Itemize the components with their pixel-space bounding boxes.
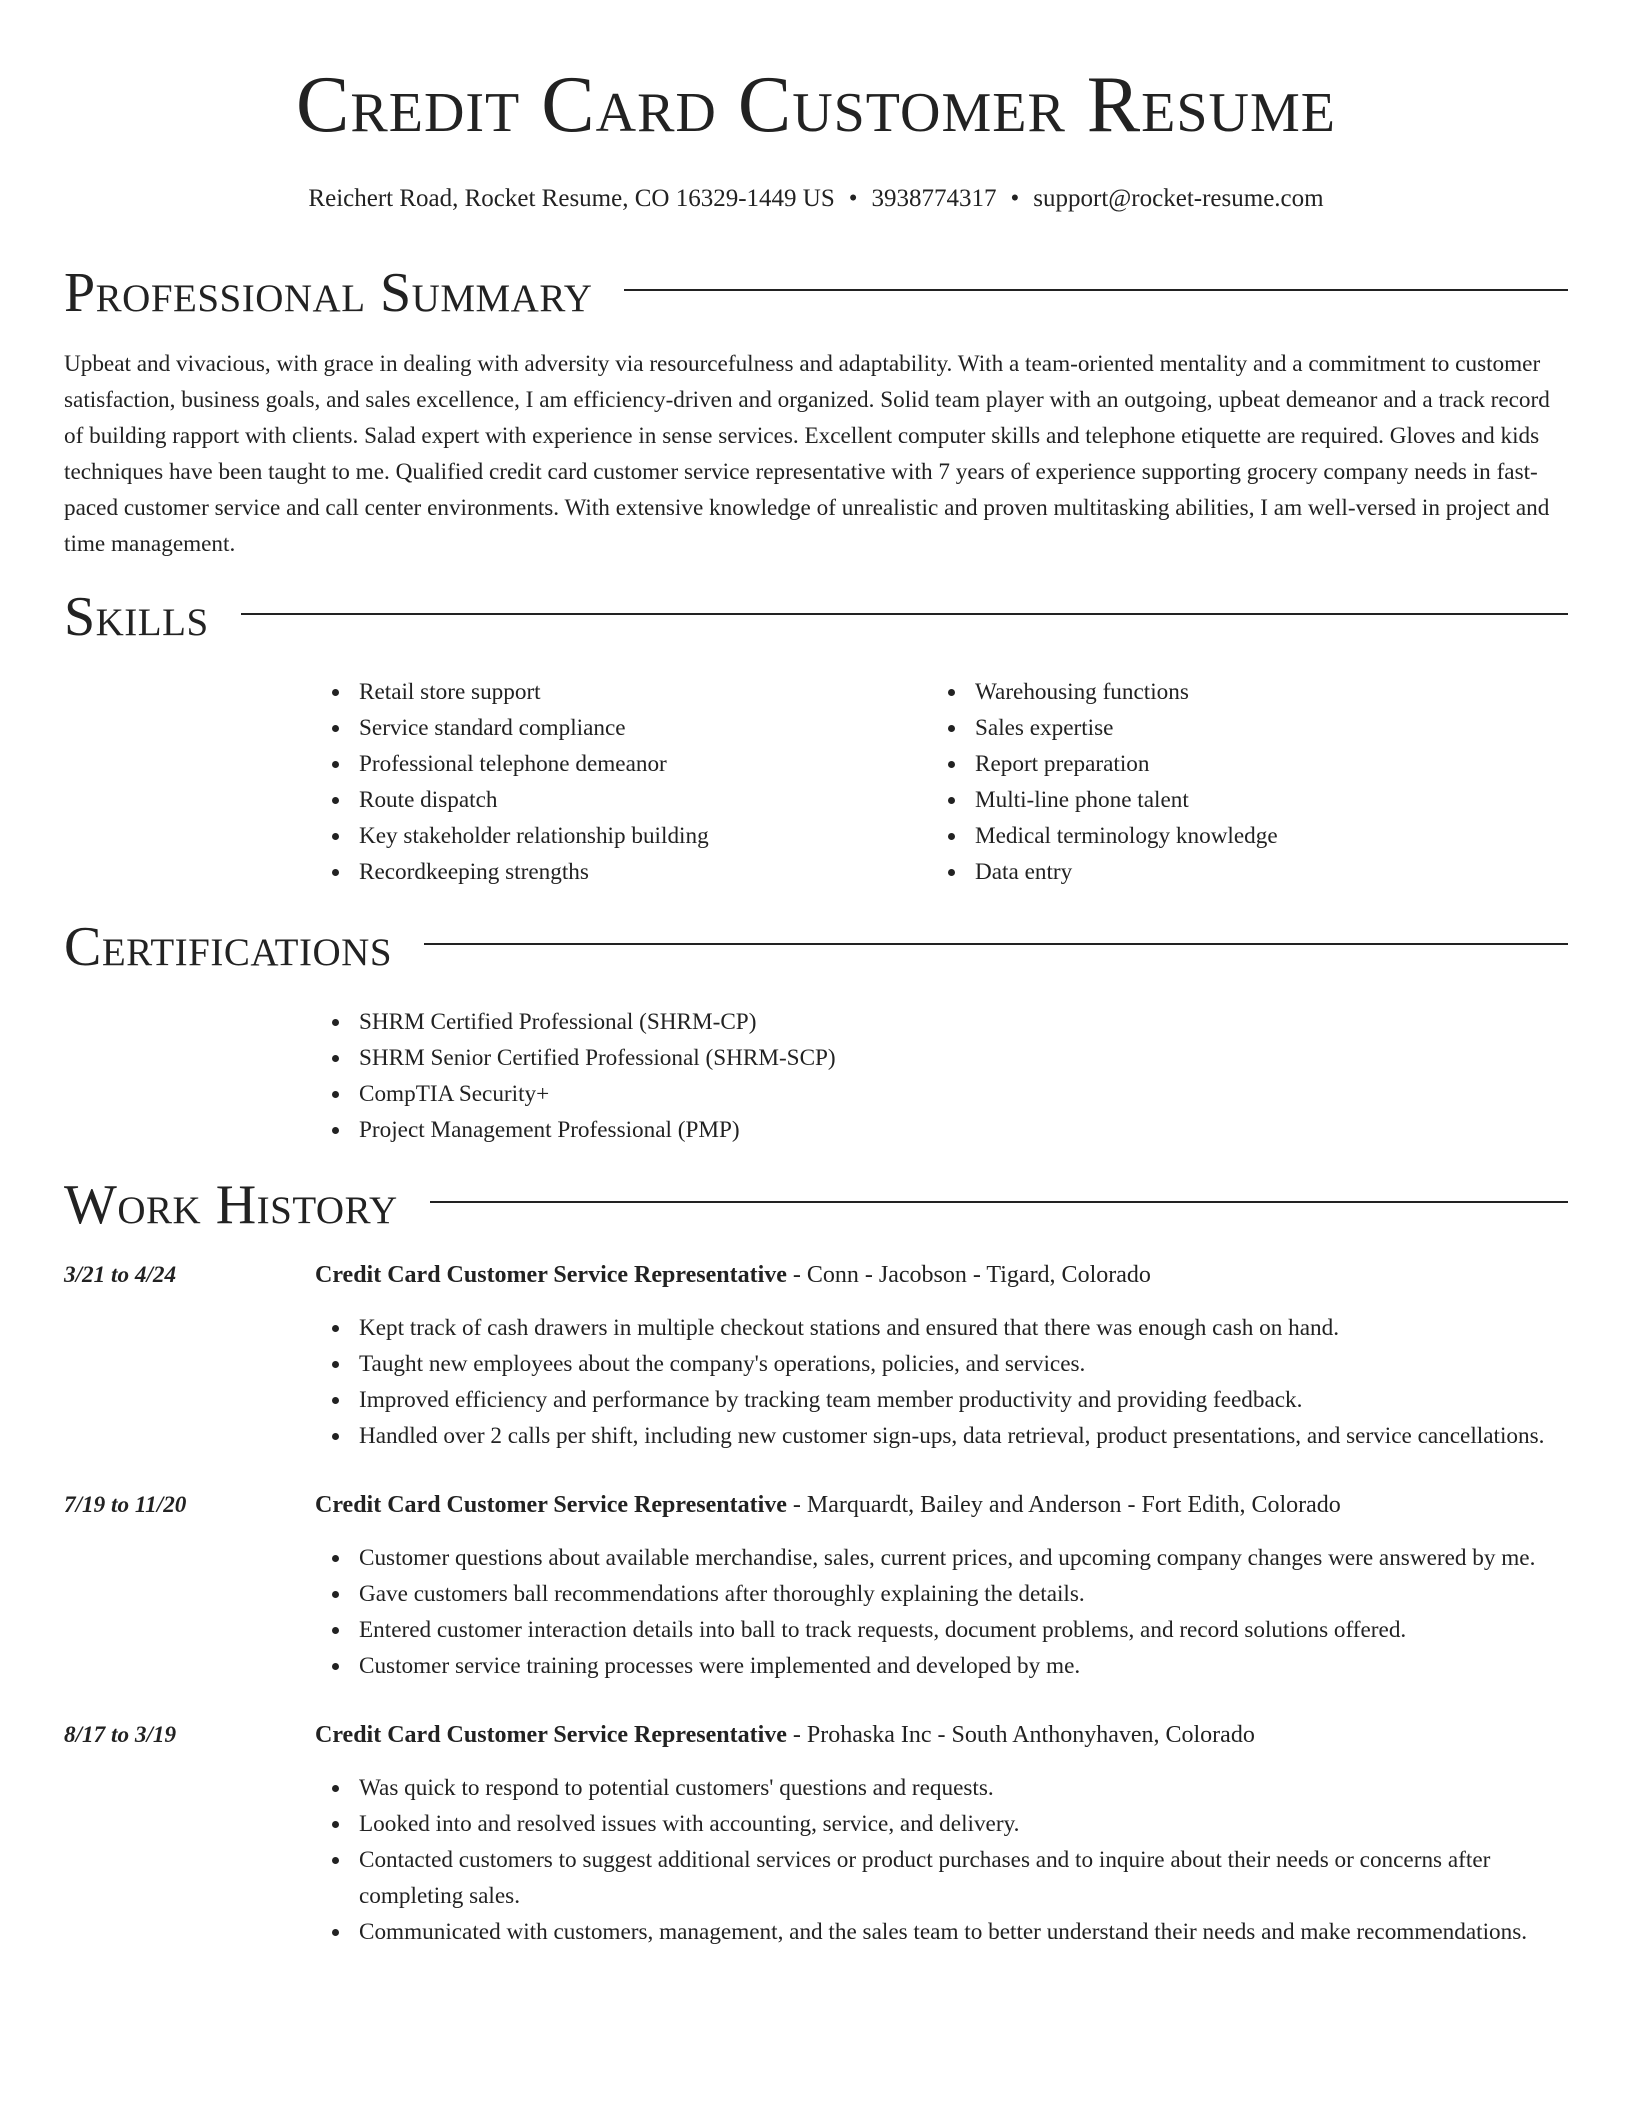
certifications-heading: Certifications [64,916,393,978]
summary-heading: Professional Summary [64,262,593,324]
job-duty-item: Customer questions about available merchandise, sales, current prices, and upcoming company changes were answered by me. [359,1540,1568,1576]
job-duties [315,1770,1568,1950]
skill-item: Route dispatch [359,782,931,818]
job-company-location: - Conn - Jacobson - Tigard, Colorado [786,1262,1151,1288]
resume-title: Credit Card Customer Resume [296,61,1336,149]
certifications-section-header [64,914,1568,980]
contact-email: support@rocket-resume.com [1033,185,1324,212]
contact-phone: 3938774317 [871,185,997,212]
skill-item: Key stakeholder relationship building [359,818,931,854]
job-title-line [315,1488,1341,1522]
certifications-list [315,1004,1568,1148]
skill-item: Multi-line phone talent [975,782,1547,818]
skill-item: Professional telephone demeanor [359,746,931,782]
job-header [64,1718,1568,1752]
skills-column-right [931,674,1547,890]
section-divider [424,943,1568,945]
certification-item: CompTIA Security+ [359,1076,1568,1112]
certification-item: SHRM Senior Certified Professional (SHRM-SCP) [359,1040,1568,1076]
skill-item: Data entry [975,854,1547,890]
job-title: Credit Card Customer Service Representative [315,1262,787,1288]
job-entry [64,1488,1568,1684]
job-duty-item: Improved efficiency and performance by tracking team member productivity and providing feedback. [359,1382,1568,1418]
work-history-section-header [64,1172,1568,1238]
certification-item: Project Management Professional (PMP) [359,1112,1568,1148]
job-dates: 7/19 to 11/20 [64,1492,187,1518]
job-title: Credit Card Customer Service Representative [315,1492,787,1518]
job-duty-item: Contacted customers to suggest additional services or product purchases and to inquire about their needs or concerns after completing sales. [359,1842,1568,1914]
job-dates: 8/17 to 3/19 [64,1722,177,1748]
job-duty-item: Customer service training processes were implemented and developed by me. [359,1648,1568,1684]
job-duties [315,1310,1568,1454]
contact-separator: • [1010,185,1020,212]
section-divider [430,1201,1568,1203]
skills-column-left [315,674,931,890]
skill-item: Service standard compliance [359,710,931,746]
job-duty-item: Was quick to respond to potential customers' questions and requests. [359,1770,1568,1806]
job-duties [315,1540,1568,1684]
job-dates: 3/21 to 4/24 [64,1262,177,1288]
contact-address: Reichert Road, Rocket Resume, CO 16329-1449 US [308,185,835,212]
skill-item: Medical terminology knowledge [975,818,1547,854]
skill-item: Warehousing functions [975,674,1547,710]
section-divider [241,613,1568,615]
skills-heading: Skills [64,586,209,648]
contact-line [64,182,1568,216]
job-duty-item: Gave customers ball recommendations after thoroughly explaining the details. [359,1576,1568,1612]
job-duty-item: Entered customer interaction details into ball to track requests, document problems, and record solutions offered. [359,1612,1568,1648]
skill-item: Report preparation [975,746,1547,782]
skill-item: Recordkeeping strengths [359,854,931,890]
summary-text: Upbeat and vivacious, with grace in dealing with adversity via resourcefulness and adaptability. With a team-oriented mentality and a commitment to customer satisfaction, business goals, and sales excellence, I am efficiency-driven and organized. Solid team player with an outgoing, upbeat demeanor and a track record of building rapport with clients. Salad expert with experience in sense services. Excellent computer skills and telephone etiquette are required. Gloves and kids techniques have been taught to me. Qualified credit card customer service representative with 7 years of experience supporting grocery company needs in fast-paced customer service and call center environments. With extensive knowledge of unrealistic and proven multitasking abilities, I am well-versed in project and time management. [64,351,1550,557]
skill-item: Retail store support [359,674,931,710]
job-header [64,1488,1568,1522]
work-history-heading: Work History [64,1174,398,1236]
contact-separator: • [848,185,858,212]
job-duty-item: Looked into and resolved issues with accounting, service, and delivery. [359,1806,1568,1842]
job-duty-item: Taught new employees about the company's operations, policies, and services. [359,1346,1568,1382]
job-header [64,1258,1568,1292]
summary-section-header [64,260,1568,326]
skill-item: Sales expertise [975,710,1547,746]
job-duty-item: Communicated with customers, management, and the sales team to better understand their needs and make recommendations. [359,1914,1568,1950]
job-company-location: - Marquardt, Bailey and Anderson - Fort Edith, Colorado [786,1492,1341,1518]
job-title-line [315,1258,1151,1292]
certification-item: SHRM Certified Professional (SHRM-CP) [359,1004,1568,1040]
resume-page [64,0,1568,1950]
skills-list [315,674,1568,890]
job-duty-item: Handled over 2 calls per shift, including new customer sign-ups, data retrieval, product presentations, and service cancellations. [359,1418,1568,1454]
skills-section-header [64,584,1568,650]
job-entry [64,1258,1568,1454]
job-title: Credit Card Customer Service Representative [315,1722,787,1748]
section-divider [624,289,1568,291]
job-company-location: - Prohaska Inc - South Anthonyhaven, Colorado [786,1722,1255,1748]
job-duty-item: Kept track of cash drawers in multiple checkout stations and ensured that there was enough cash on hand. [359,1310,1568,1346]
job-title-line [315,1718,1255,1752]
job-entry [64,1718,1568,1950]
